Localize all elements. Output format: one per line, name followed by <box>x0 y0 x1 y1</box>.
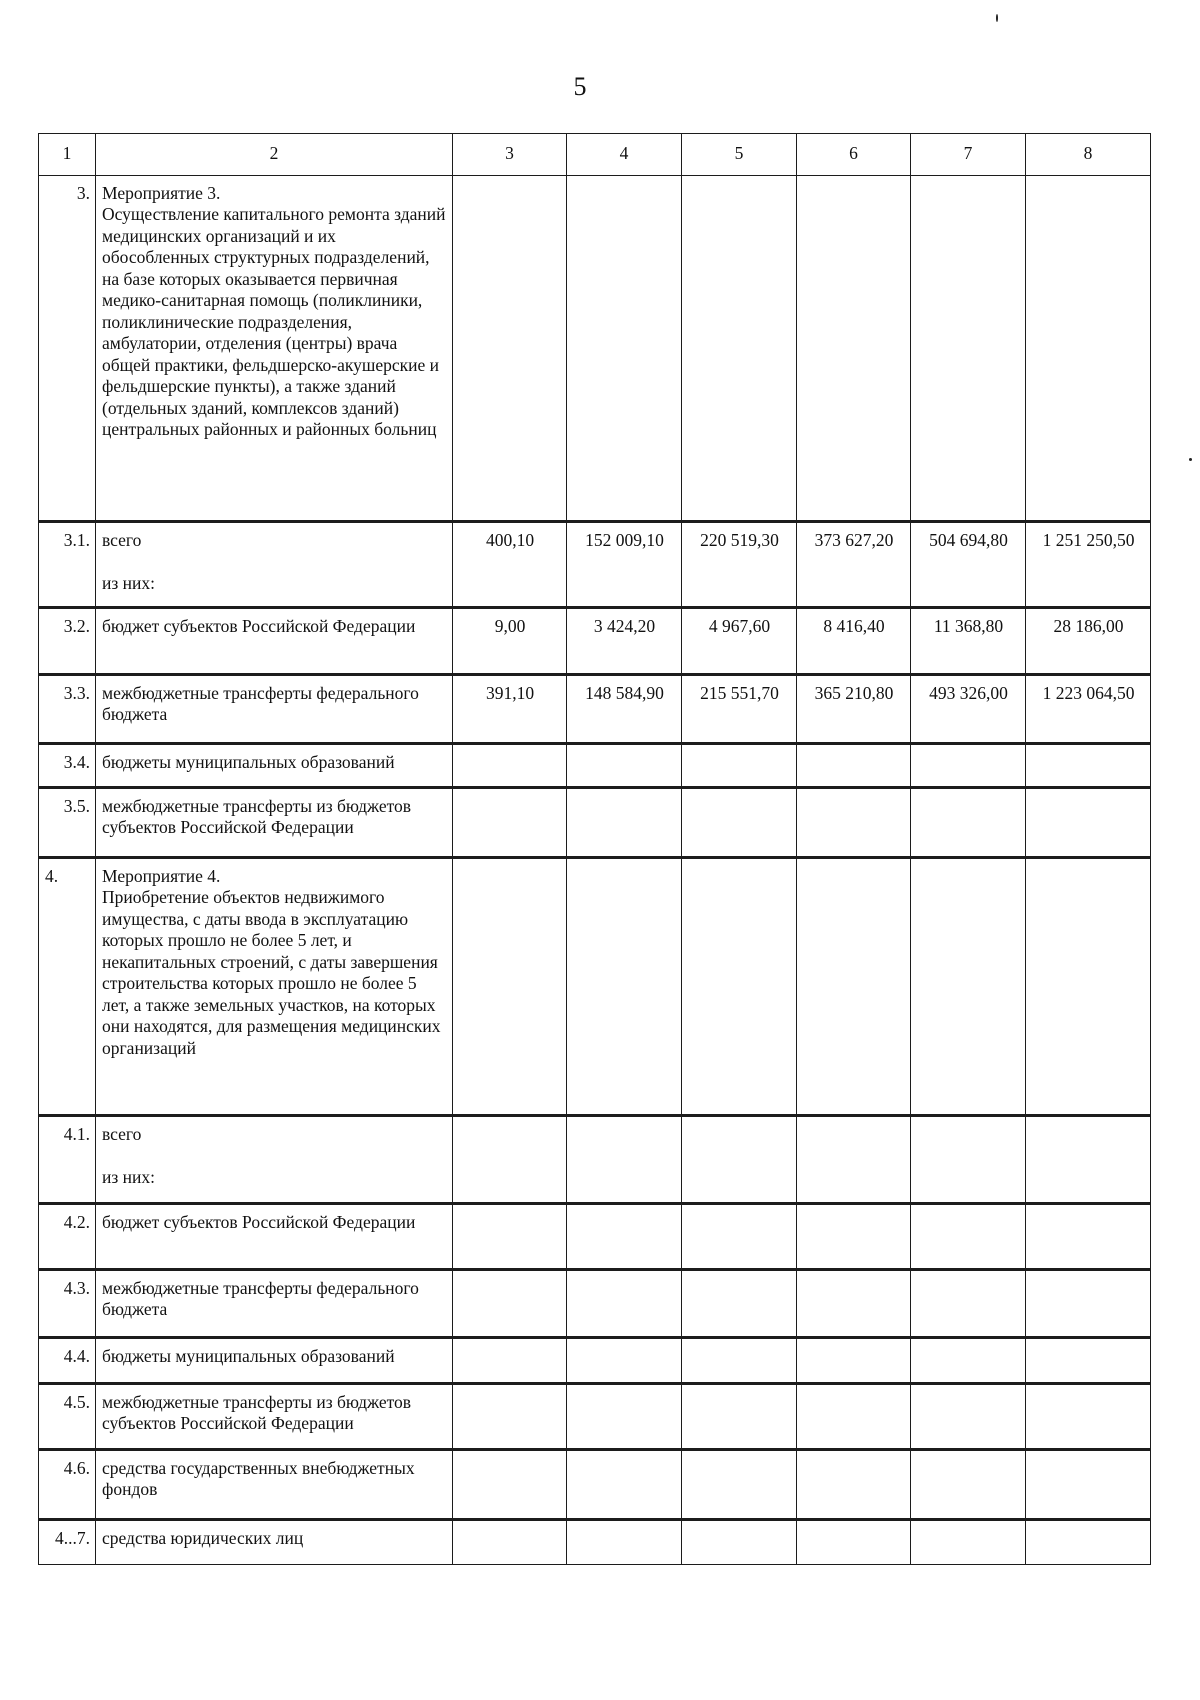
value-cell <box>453 1383 567 1449</box>
value-cell <box>453 787 567 857</box>
value-cell <box>682 743 797 787</box>
header-cell: 3 <box>453 134 567 176</box>
value-cell <box>797 857 911 1115</box>
row-description <box>96 1115 453 1203</box>
value-cell <box>911 787 1026 857</box>
value-cell: 493 326,00 <box>911 674 1026 743</box>
value-cell <box>567 1449 682 1519</box>
value-cell: 148 584,90 <box>567 674 682 743</box>
description-text: межбюджетные трансферты федерального бюджета <box>102 682 419 724</box>
row-number: 4...7. <box>39 1519 96 1564</box>
value-cell <box>797 1337 911 1383</box>
value-cell <box>567 1337 682 1383</box>
value-cell <box>567 1519 682 1564</box>
value-cell: 220 519,30 <box>682 521 797 607</box>
value-cell <box>567 1115 682 1203</box>
header-row <box>39 134 1151 176</box>
value-cell <box>1026 1519 1151 1564</box>
table-row <box>39 1519 1151 1564</box>
description-text: бюджет субъектов Российской Федерации <box>102 1211 416 1232</box>
value-cell <box>911 1383 1026 1449</box>
description-text: бюджеты муниципальных образований <box>102 751 395 772</box>
table-body <box>39 175 1151 1564</box>
value-cell <box>682 1337 797 1383</box>
value-cell <box>453 175 567 521</box>
table-row <box>39 1115 1151 1203</box>
scan-speck <box>996 14 998 22</box>
value-cell: 215 551,70 <box>682 674 797 743</box>
value-cell <box>797 787 911 857</box>
value-cell <box>567 175 682 521</box>
value-cell <box>911 1115 1026 1203</box>
description-text: средства юридических лиц <box>102 1527 304 1548</box>
table-row <box>39 857 1151 1115</box>
value-cell <box>682 1519 797 1564</box>
value-cell <box>911 743 1026 787</box>
table-row <box>39 1337 1151 1383</box>
row-description <box>96 521 453 607</box>
table-row <box>39 1269 1151 1337</box>
row-description <box>96 743 453 787</box>
value-cell <box>453 857 567 1115</box>
value-cell <box>911 1337 1026 1383</box>
value-cell <box>797 1269 911 1337</box>
value-cell <box>453 1337 567 1383</box>
value-cell <box>911 1269 1026 1337</box>
value-cell: 400,10 <box>453 521 567 607</box>
value-cell <box>911 175 1026 521</box>
page-number: 5 <box>573 72 587 101</box>
value-cell <box>682 175 797 521</box>
value-cell <box>453 1449 567 1519</box>
table-row <box>39 1383 1151 1449</box>
measure-title: Мероприятие 3. <box>102 182 221 203</box>
value-cell <box>797 1383 911 1449</box>
description-text: Осуществление капитального ремонта зданий медицинских организаций и их обособленных структурных подразделений, на базе которых оказывается первичная медико-санитарная помощь (поликлиники, поликлинические подразделения, амбулатории, отделения (центры) врача общей практики, фельдшерско-акушерские и фельдшерские пункты), а также зданий (отдельных зданий, комплексов зданий) центральных районных и районных больниц <box>102 204 446 439</box>
value-cell <box>797 743 911 787</box>
value-cell: 8 416,40 <box>797 607 911 674</box>
value-cell: 4 967,60 <box>682 607 797 674</box>
value-cell <box>911 1203 1026 1269</box>
value-cell <box>911 1449 1026 1519</box>
value-cell <box>567 787 682 857</box>
value-cell: 373 627,20 <box>797 521 911 607</box>
value-cell <box>453 1519 567 1564</box>
row-description <box>96 1337 453 1383</box>
value-cell <box>453 1115 567 1203</box>
value-cell <box>453 743 567 787</box>
scan-speck <box>1189 458 1192 461</box>
row-number: 3.2. <box>39 607 96 674</box>
row-number: 4.2. <box>39 1203 96 1269</box>
row-number: 3.1. <box>39 521 96 607</box>
value-cell: 152 009,10 <box>567 521 682 607</box>
description-text: Приобретение объектов недвижимого имущества, с даты ввода в эксплуатацию которых прошло не более 5 лет, и некапитальных строений, с даты завершения строительства которых прошло не более 5 лет, а также земельных участков, на которых они находятся, для размещения медицинских организаций <box>102 887 441 1058</box>
value-cell <box>1026 1269 1151 1337</box>
row-number: 3. <box>39 175 96 521</box>
value-cell: 28 186,00 <box>1026 607 1151 674</box>
value-cell <box>797 1449 911 1519</box>
value-cell <box>1026 857 1151 1115</box>
row-number: 4.6. <box>39 1449 96 1519</box>
value-cell: 11 368,80 <box>911 607 1026 674</box>
row-description <box>96 175 453 521</box>
header-cell: 6 <box>797 134 911 176</box>
value-cell <box>1026 175 1151 521</box>
value-cell: 3 424,20 <box>567 607 682 674</box>
value-cell <box>911 1519 1026 1564</box>
row-description <box>96 674 453 743</box>
value-cell <box>911 857 1026 1115</box>
row-number: 4.4. <box>39 1337 96 1383</box>
value-cell: 365 210,80 <box>797 674 911 743</box>
row-number: 3.3. <box>39 674 96 743</box>
row-description <box>96 787 453 857</box>
value-cell: 9,00 <box>453 607 567 674</box>
description-text: бюджеты муниципальных образований <box>102 1345 395 1366</box>
row-description <box>96 1449 453 1519</box>
table-header <box>39 134 1151 176</box>
row-number: 3.4. <box>39 743 96 787</box>
value-cell <box>682 857 797 1115</box>
funding-table <box>38 133 1151 1565</box>
value-cell <box>797 1115 911 1203</box>
subheading-text: из них: <box>102 1167 155 1187</box>
table-row <box>39 787 1151 857</box>
description-text: всего <box>102 1123 142 1144</box>
row-description <box>96 857 453 1115</box>
header-cell: 4 <box>567 134 682 176</box>
table-row <box>39 607 1151 674</box>
table-row <box>39 674 1151 743</box>
value-cell <box>567 1269 682 1337</box>
value-cell <box>1026 1115 1151 1203</box>
row-description <box>96 1203 453 1269</box>
description-text: межбюджетные трансферты федерального бюджета <box>102 1277 419 1319</box>
measure-title: Мероприятие 4. <box>102 865 221 886</box>
header-cell: 7 <box>911 134 1026 176</box>
value-cell <box>567 857 682 1115</box>
row-description <box>96 1383 453 1449</box>
description-text: средства государственных внебюджетных фондов <box>102 1457 415 1499</box>
subheading-text: из них: <box>102 573 155 593</box>
description-text: межбюджетные трансферты из бюджетов субъектов Российской Федерации <box>102 795 412 837</box>
value-cell <box>797 1519 911 1564</box>
row-number: 4. <box>39 857 96 1115</box>
row-number: 4.3. <box>39 1269 96 1337</box>
table-row <box>39 1449 1151 1519</box>
table-row <box>39 175 1151 521</box>
header-cell: 1 <box>39 134 96 176</box>
value-cell <box>797 175 911 521</box>
value-cell <box>1026 787 1151 857</box>
row-number: 4.5. <box>39 1383 96 1449</box>
value-cell <box>567 743 682 787</box>
value-cell <box>567 1383 682 1449</box>
value-cell <box>682 1269 797 1337</box>
value-cell <box>682 787 797 857</box>
value-cell <box>682 1203 797 1269</box>
row-description <box>96 1519 453 1564</box>
value-cell <box>1026 1337 1151 1383</box>
value-cell <box>682 1449 797 1519</box>
table-row <box>39 521 1151 607</box>
table-row <box>39 1203 1151 1269</box>
header-cell: 2 <box>96 134 453 176</box>
value-cell <box>1026 1203 1151 1269</box>
description-text: межбюджетные трансферты из бюджетов субъектов Российской Федерации <box>102 1391 412 1433</box>
value-cell <box>1026 743 1151 787</box>
value-cell: 1 251 250,50 <box>1026 521 1151 607</box>
value-cell <box>797 1203 911 1269</box>
value-cell <box>567 1203 682 1269</box>
value-cell <box>1026 1383 1151 1449</box>
description-text: всего <box>102 529 142 550</box>
header-cell: 8 <box>1026 134 1151 176</box>
value-cell <box>1026 1449 1151 1519</box>
value-cell <box>453 1203 567 1269</box>
description-text: бюджет субъектов Российской Федерации <box>102 615 416 636</box>
header-cell: 5 <box>682 134 797 176</box>
value-cell: 391,10 <box>453 674 567 743</box>
value-cell <box>682 1115 797 1203</box>
row-number: 4.1. <box>39 1115 96 1203</box>
value-cell <box>682 1383 797 1449</box>
row-description <box>96 1269 453 1337</box>
table-row <box>39 743 1151 787</box>
row-description <box>96 607 453 674</box>
value-cell <box>453 1269 567 1337</box>
value-cell: 504 694,80 <box>911 521 1026 607</box>
row-number: 3.5. <box>39 787 96 857</box>
value-cell: 1 223 064,50 <box>1026 674 1151 743</box>
